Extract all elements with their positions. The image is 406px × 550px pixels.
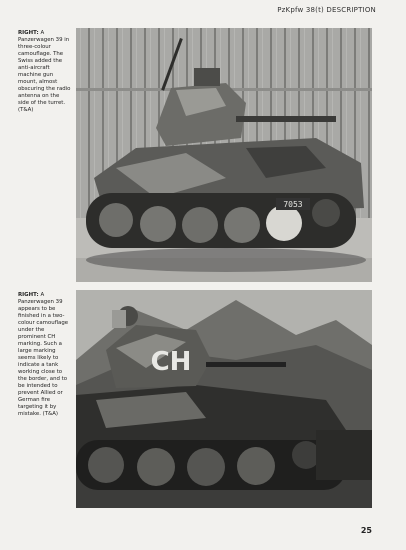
caption-text: A Panzerwagen 39 appears to be finished in a two-colour camouflage under the prominent CH marking. Such a large marking seems likely to indicate a tank working close to the border, and to be intended to prevent Allied or German fire targeting it by mistake. (T&A) — [18, 292, 69, 417]
caption-bottom — [18, 292, 72, 418]
caption-top — [18, 30, 72, 114]
caption-text: A Panzerwagen 39 in three-colour camouflage. The Swiss added the anti-aircraft machine gun mount, almost obscuring the radio antenna on the side of the turret. (T&A) — [18, 30, 71, 113]
page-number: 25 — [360, 526, 372, 535]
caption-lead: RIGHT: — [18, 30, 41, 36]
ch-marking: CH — [150, 347, 192, 377]
tank-photo-illustration — [76, 290, 372, 508]
photo-tank-ch-marking — [76, 290, 372, 508]
plate-number: 7053 — [283, 200, 303, 209]
photo-tank-three-colour — [76, 28, 372, 282]
caption-lead: RIGHT: — [18, 292, 41, 298]
running-header: PzKpfw 38(t) DESCRIPTION — [277, 6, 376, 14]
tank-photo-illustration — [76, 28, 372, 282]
